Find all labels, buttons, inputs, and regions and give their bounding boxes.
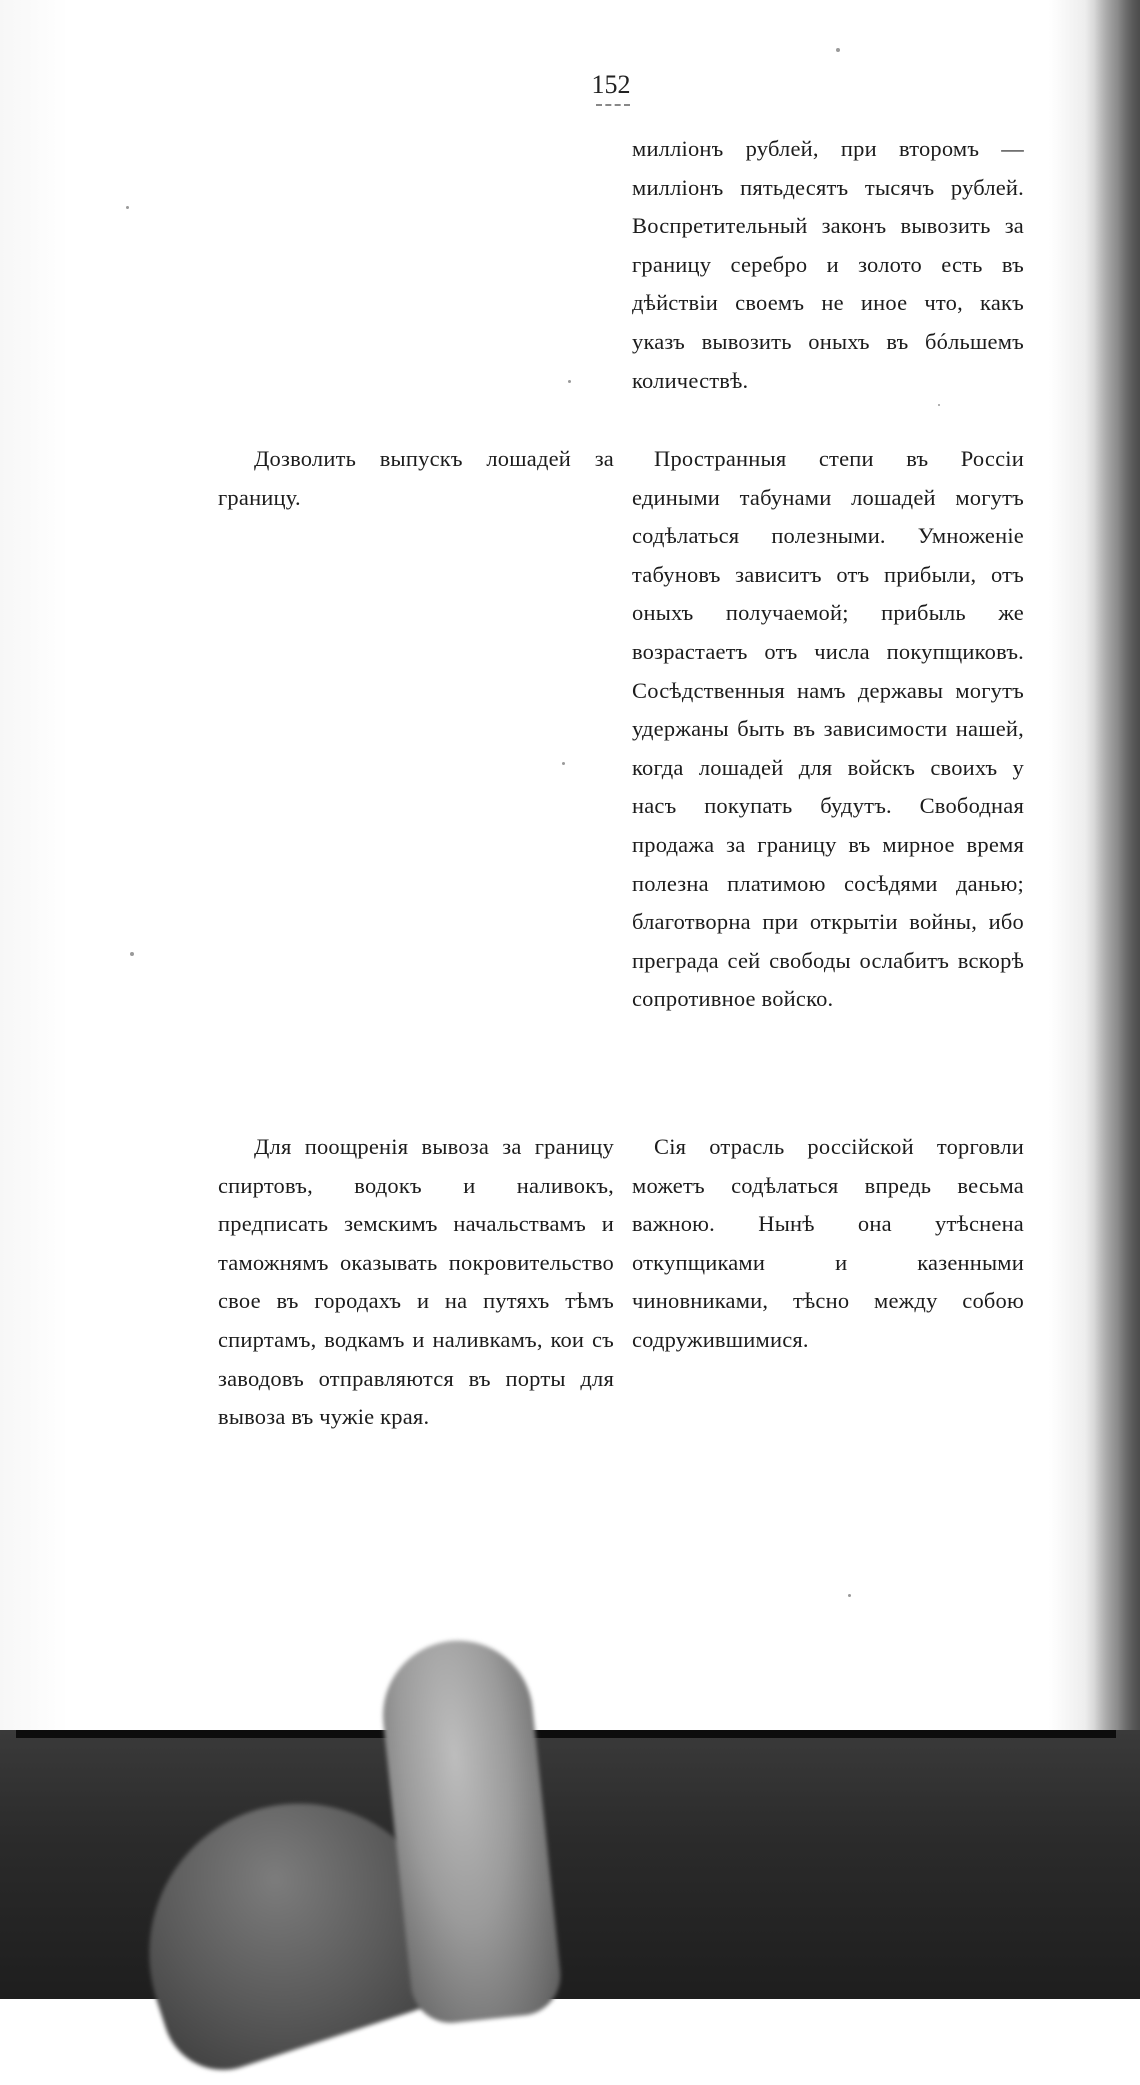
main-text-horses: Пространныя степи въ Россiи едиными табунами лошадей могутъ содѣлаться полезными. Умноженiе табуновъ зависитъ отъ прибыли, отъ оныхъ получаемой; прибыль же возрастаетъ отъ числа покупщиковъ. Сосѣдственныя намъ державы могутъ удержаны быть въ зависимости нашей, когда лошадей для войскъ своихъ у насъ покупать будутъ. Свободная продажа за границу въ мирное время полезна платимою сосѣдями данью; благотворна при открытiи войны, ибо преграда сей свободы ослабитъ вскорѣ сопротивное войско. — [632, 446, 1024, 1012]
paper-speck — [130, 952, 134, 956]
margin-note-spirits: Для поощренiя вывоза за границу спиртовъ, водокъ и наливокъ, предписать земскимъ начальствамъ и таможнямъ оказывать покровительство свое въ городахъ и на путяхъ тѣмъ спиртамъ, водкамъ и наливкамъ, кои съ заводовъ отправляются въ порты для вывоза въ чужiе края. — [218, 1134, 614, 1430]
paper-speck — [836, 48, 840, 52]
paper-speck — [938, 404, 940, 406]
page-edge-shadow — [1085, 0, 1140, 1730]
margin-note-horses: Дозволить выпускъ лошадей за границу. — [218, 446, 614, 510]
main-text-continuation: миллiонъ рублей, при второмъ — миллiонъ пятьдесятъ тысячъ рублей. Воспретительный законъ вывозить за границу серебро и золото есть въ дѣйствiи своемъ не иное что, какъ указъ вывозить оныхъ въ бóльшемъ количествѣ. — [632, 136, 1024, 393]
main-text-spirits: Сiя отрасль россiйской торговли можетъ содѣлаться впредь весьма важною. Нынѣ она утѣснена откупщиками и казенными чиновниками, тѣсно между собою содружившимися. — [632, 1134, 1024, 1352]
paper-speck — [126, 206, 129, 209]
page-number-rule — [596, 104, 630, 106]
paper-speck — [848, 1594, 851, 1597]
page-number: 152 — [591, 70, 631, 99]
paper-speck — [562, 762, 565, 765]
paper-speck — [568, 380, 571, 383]
